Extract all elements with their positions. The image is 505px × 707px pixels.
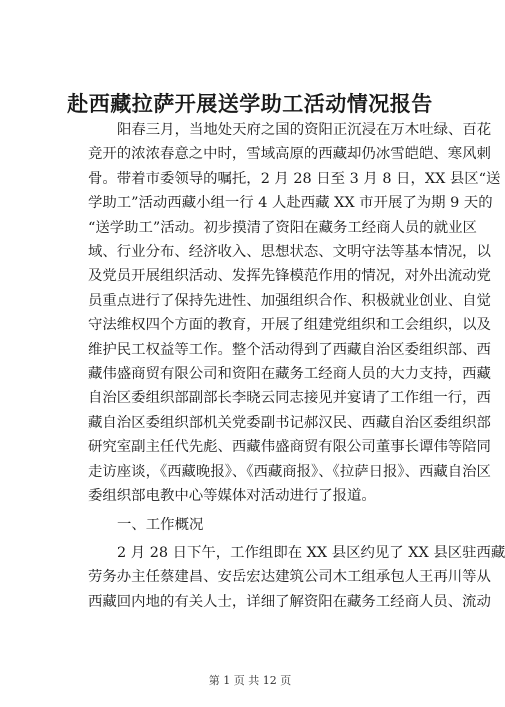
paragraph-1 (88, 118, 501, 509)
document-title: 赴西藏拉萨开展送学助工活动情况报告 (67, 91, 433, 116)
text-line: 委组织部电教中心等媒体对活动进行了报道。 (88, 488, 376, 505)
section-heading-1 (88, 513, 436, 537)
text-line: 竞开的浓浓春意之中时，雪域高原的西藏却仍冰雪皑皑、寒风刺 (88, 146, 491, 163)
text-line: 及党员开展组织活动、发挥先锋模范作用的情况，对外出流动党 (88, 268, 491, 285)
text-line: 西藏回内地的有关人士，详细了解资阳在藏务工经商人员、流动 (88, 593, 491, 610)
section-heading: 一、工作概况 (117, 516, 204, 533)
text-line: 员重点进行了保持先进性、加强组织合作、积极就业创业、自觉 (88, 292, 491, 309)
text-line: 研究室副主任代先彪、西藏伟盛商贸有限公司董事长谭伟等陪同 (88, 439, 491, 456)
text-line: 域、行业分布、经济收入、思想状态、文明守法等基本情况，以 (88, 244, 491, 261)
text-line: 2 月 28 日下午，工作组即在 XX 县区约见了 XX 县区驻西藏 (117, 544, 505, 561)
text-line: 骨。带着市委领导的嘱托，2 月 28 日至 3 月 8 日，XX 县区“送 (88, 170, 501, 187)
page-number: 第 1 页 共 12 页 (208, 674, 292, 687)
text-line: 守法维权四个方面的教育，开展了组建党组织和工会组织，以及 (88, 317, 491, 334)
text-line: 藏伟盛商贸有限公司和资阳在藏务工经商人员的大力支持，西藏 (88, 366, 491, 383)
text-line: 自治区委组织部副部长李晓云同志接见并宴请了工作组一行，西 (88, 390, 491, 407)
text-line: 学助工”活动西藏小组一行 4 人赴西藏 XX 市开展了为期 9 天的 (88, 195, 493, 212)
text-line: “送学助工”活动。初步摸清了资阳在藏务工经商人员的就业区 (88, 219, 477, 236)
text-line: 劳务办主任蔡建昌、安岳宏达建筑公司木工组承包人王再川等从 (88, 569, 491, 586)
text-line: 阳春三月，当地处天府之国的资阳正沉浸在万木吐绿、百花 (117, 122, 492, 138)
paragraph-2 (88, 541, 505, 614)
text-line: 维护民工权益等工作。整个活动得到了西藏自治区委组织部、西 (88, 341, 491, 358)
text-line: 走访座谈，《西藏晚报》、《西藏商报》、《拉萨日报》、西藏自治区 (88, 463, 491, 480)
text-line: 藏自治区委组织部机关党委副书记郝汉民、西藏自治区委组织部 (88, 414, 491, 431)
document-body (88, 118, 505, 614)
